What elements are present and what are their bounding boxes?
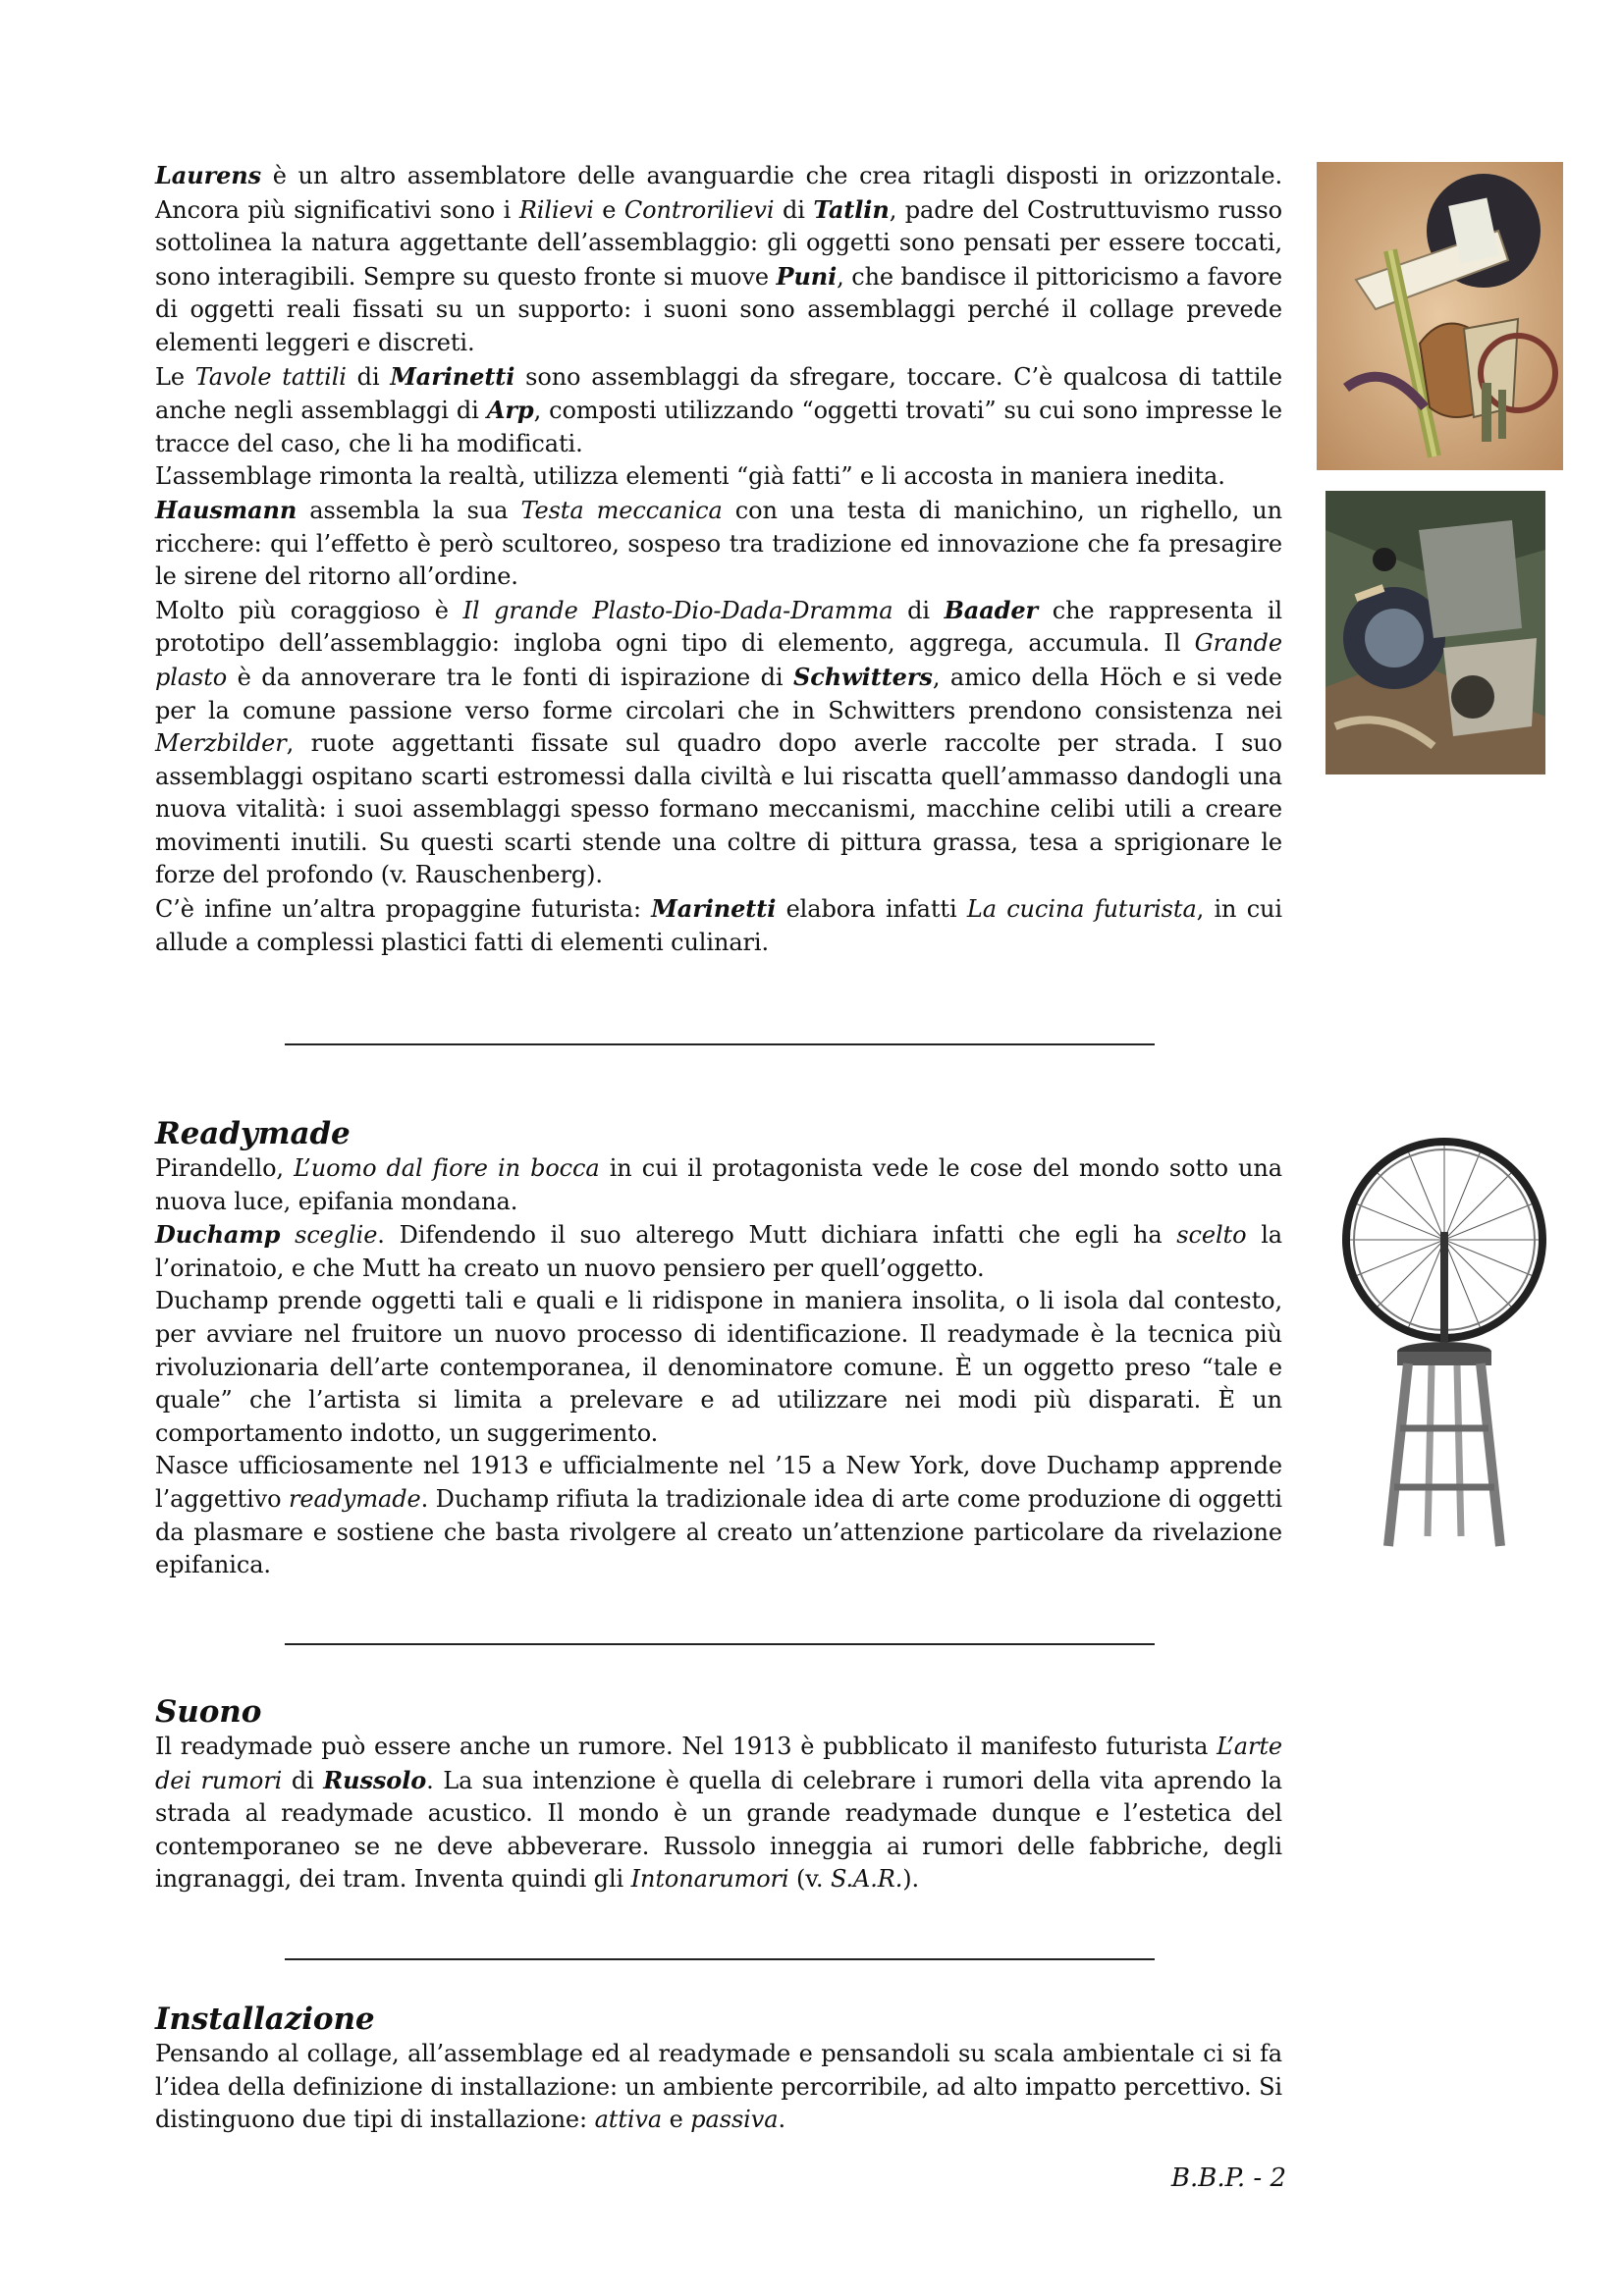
text: (v.: [788, 1865, 831, 1894]
text: di: [893, 596, 945, 624]
text: con una testa di manichino, un righello, un ricchere: qui l’effetto è però scultoreo, sospeso tra tradizione ed innovazione che fa presagire le sirene del ritorno all’ordine.: [155, 496, 1282, 591]
name-laurens: Laurens: [155, 161, 262, 189]
name-arp: Arp: [486, 396, 534, 425]
paragraph-laurens: [155, 159, 1282, 360]
text: . Duchamp rifiuta la tradizionale idea di arte come produzione di oggetti da plasmare e sostiene che basta rivolgere al creato un’attenzione particolare da rivelazione epifanica.: [155, 1484, 1282, 1579]
paragraph-duchamp-sceglie: [155, 1218, 1282, 1285]
artwork-relief-image: [1317, 162, 1563, 470]
text: è da annoverare tra le fonti di ispirazione di: [227, 663, 794, 691]
text: , che bandisce il pittoricismo a favore di oggetti reali fissati su un supporto: i suoni sono assemblaggi perché il collage prevede elementi leggeri e discreti.: [155, 262, 1283, 356]
work-title: Merzbilder: [155, 729, 287, 758]
text: , composti utilizzando “oggetti trovati” su cui sono impresse le tracce del caso, che li ha modificati.: [155, 397, 1283, 457]
section-divider: [285, 1958, 1155, 1960]
page-footer: B.B.P. - 2: [1170, 2163, 1286, 2193]
text: assembla la sua: [297, 496, 521, 524]
paragraph-baader: [155, 594, 1282, 892]
emphasis: readymade: [288, 1484, 421, 1513]
text: . Difendendo il suo alterego Mutt dichiara infatti che egli ha: [377, 1221, 1177, 1250]
text: ).: [902, 1865, 920, 1894]
section-readymade: [155, 1115, 1282, 1582]
text: Nasce ufficiosamente nel 1913 e ufficialmente nel ’15 a New York, dove Duchamp apprende l’aggettivo: [155, 1452, 1282, 1513]
emphasis: attiva: [594, 2106, 663, 2134]
emphasis: S.A.R.: [830, 1865, 903, 1894]
text: che rappresenta il prototipo dell’assemblaggio: ingloba ogni tipo di elemento, aggrega, accumula. Il: [155, 596, 1282, 658]
section-suono: [155, 1693, 1282, 1896]
work-title: Intonarumori: [630, 1865, 789, 1894]
text: e: [662, 2106, 691, 2134]
text: è un altro assemblatore delle avanguardie che crea ritagli disposti in orizzontale. Ancora più significativi sono i: [155, 162, 1282, 224]
section-title-installazione: Installazione: [155, 2002, 375, 2037]
work-title: Rilievi: [518, 195, 594, 224]
text: di: [774, 195, 814, 224]
work-title: Grande plasto: [155, 629, 1282, 691]
emphasis: sceglie: [280, 1221, 378, 1250]
text: Il readymade può essere anche un rumore. Nel 1913 è pubblicato il manifesto futurista: [155, 1733, 1217, 1760]
artwork-bicycle-wheel-image: [1331, 1134, 1557, 1551]
work-title: Testa meccanica: [520, 496, 723, 524]
section-assemblage: [155, 159, 1282, 959]
name-puni: Puni: [776, 261, 838, 291]
work-title: Tavole tattili: [194, 362, 347, 391]
text: Pensando al collage, all’assemblage ed al readymade e pensandoli su scala ambientale ci si fa l’idea della definizione di installazione: un ambiente percorribile, ad alto impatto percettivo. Si distinguono due tipi di installazione:: [155, 2040, 1282, 2134]
name-duchamp: Duchamp: [155, 1220, 281, 1250]
text: e: [593, 195, 624, 224]
text: in cui il protagonista vede le cose del mondo sotto una nuova luce, epifania mondana.: [155, 1154, 1282, 1215]
work-title: Controrilievi: [623, 195, 775, 224]
paragraph-marinetti: [155, 360, 1282, 461]
work-title: L’uomo dal fiore in bocca: [294, 1154, 600, 1182]
artwork-collage-image: [1325, 491, 1545, 774]
name-marinetti: Marinetti: [651, 894, 777, 924]
text: , padre del Costruttuvismo russo sottolinea la natura aggettante dell’assemblaggio: gli oggetti sono pensati per essere toccati, sono interagibili. Sempre su questo fronte si muove: [155, 195, 1282, 291]
name-baader: Baader: [944, 595, 1039, 624]
paragraph-pirandello: [155, 1152, 1282, 1218]
paragraph-hausmann: [155, 494, 1282, 594]
text: sono assemblaggi da sfregare, toccare. C’è qualcosa di tattile anche negli assemblaggi di: [155, 362, 1282, 425]
text: . La sua intenzione è quella di celebrare i rumori della vita aprendo la strada al readymade acustico. Il mondo è un grande readymade dunque e l’estetica del contemporaneo se ne deve abbeverare. Russolo inneggia ai rumori delle fabbriche, degli ingranaggi, dei tram. Inventa quindi gli: [155, 1766, 1282, 1894]
name-hausmann: Hausmann: [155, 495, 298, 524]
text: Pirandello,: [155, 1154, 295, 1182]
section-title-suono: Suono: [155, 1694, 262, 1730]
text: Molto più coraggioso è: [155, 596, 463, 624]
work-title: L’arte dei rumori: [155, 1733, 1282, 1794]
emphasis: scelto: [1176, 1221, 1247, 1250]
name-russolo: Russolo: [323, 1765, 427, 1794]
text: , amico della Höch e si vede per la comune passione verso forme circolari che in Schwitters prendono consistenza nei: [155, 663, 1282, 724]
paragraph-readymade-origin: [155, 1450, 1282, 1581]
name-tatlin: Tatlin: [813, 194, 890, 224]
text: , in cui allude a complessi plastici fatti di elementi culinari.: [155, 895, 1282, 956]
text: C’è infine un’altra propaggine futurista:: [155, 895, 652, 924]
text: elabora infatti: [776, 895, 967, 924]
section-installazione: [155, 2001, 1282, 2137]
work-title: La cucina futurista: [966, 895, 1197, 924]
emphasis: passiva: [690, 2106, 779, 2134]
section-title-readymade: Readymade: [155, 1116, 351, 1151]
text: la l’orinatoio, e che Mutt ha creato un nuovo pensiero per quell’oggetto.: [155, 1221, 1282, 1282]
section-divider: [285, 1643, 1155, 1645]
artwork-relief-drawing: [1317, 162, 1563, 470]
text: di: [282, 1766, 324, 1794]
paragraph-assemblage: L’assemblage rimonta la realtà, utilizza elementi “già fatti” e li accosta in maniera inedita.: [155, 462, 1225, 491]
name-marinetti: Marinetti: [390, 361, 515, 391]
text: di: [346, 362, 391, 391]
text: , ruote aggettanti fissate sul quadro dopo averle raccolte per strada. I suo assemblaggi ospitano scarti estromessi dalla civiltà e lui riscatta quell’ammasso dandogli una nuova vitalità: i suoi assemblaggi spesso formano meccanismi, macchine celibi utili a creare movimenti inutili. Su questi scarti stende una coltre di pittura grassa, tesa a sprigionare le forze del profondo (v. Rauschenberg).: [155, 729, 1282, 889]
text: .: [778, 2106, 785, 2134]
paragraph-russolo: [155, 1731, 1282, 1896]
name-schwitters: Schwitters: [793, 662, 933, 691]
artwork-bicycle-wheel-drawing: [1331, 1134, 1557, 1551]
paragraph-readymade-technique: Duchamp prende oggetti tali e quali e li ridispone in maniera insolita, o li isola dal contesto, per avviare nel fruitore un nuovo processo di identificazione. Il readymade è la tecnica più rivoluzionaria dell’arte contemporanea, il denominatore comune. È un oggetto preso “tale e quale” che l’artista si limita a prelevare e ad utilizzare nei modi più disparati. È un comportamento indotto, un suggerimento.: [155, 1287, 1282, 1447]
paragraph-cucina: [155, 892, 1282, 959]
text: Le: [155, 362, 195, 391]
section-divider: [285, 1043, 1155, 1045]
paragraph-installazione: [155, 2038, 1282, 2137]
work-title: Il grande Plasto-Dio-Dada-Dramma: [462, 596, 893, 624]
artwork-collage-drawing: [1325, 491, 1545, 774]
